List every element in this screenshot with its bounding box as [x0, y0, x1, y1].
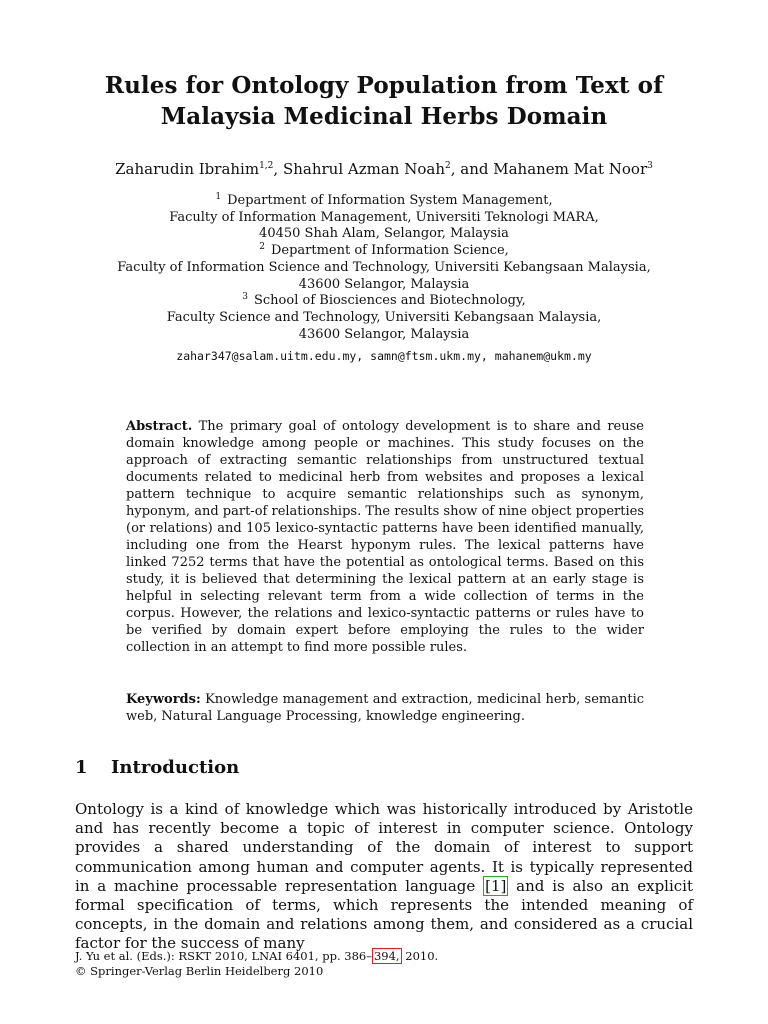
affiliation-line — [0, 193, 768, 210]
citation-link[interactable]: [1] — [485, 876, 507, 895]
affiliation-mark: 3 — [242, 292, 248, 303]
footer-text: 2010. — [401, 949, 439, 963]
footer — [75, 949, 693, 978]
intro-paragraph — [75, 800, 693, 954]
author-affiliation-mark: 1,2 — [259, 161, 274, 171]
footer-text: J. Yu et al. (Eds.): RSKT 2010, LNAI 6401, pp. 386– — [75, 949, 372, 963]
author-name: Mahanem Mat Noor — [493, 160, 648, 178]
abstract-label: Abstract. — [126, 419, 193, 434]
affiliation-mark: 1 — [215, 192, 222, 202]
title-line-1: Rules for Ontology Population from Text of — [104, 72, 664, 99]
affiliation-mark: 2 — [259, 242, 265, 253]
author-list — [0, 160, 768, 178]
title-line-2: Malaysia Medicinal Herbs Domain — [160, 103, 608, 130]
section-number: 1 — [75, 757, 88, 778]
affiliation-text: Department of Information System Management, — [227, 193, 553, 208]
footer-line-2: © Springer-Verlag Berlin Heidelberg 2010 — [75, 963, 324, 978]
section-heading — [75, 757, 239, 778]
author-separator: , — [273, 160, 283, 178]
author-name: Shahrul Azman Noah — [282, 160, 445, 178]
section-title: Introduction — [111, 757, 240, 778]
affiliations — [0, 193, 768, 343]
affiliation-line: Faculty Science and Technology, Universiti Kebangsaan Malaysia, — [166, 309, 602, 325]
affiliation-line: 43600 Selangor, Malaysia — [298, 326, 470, 342]
affiliation-line: Faculty of Information Management, Universiti Teknologi MARA, — [169, 209, 599, 225]
author-affiliation-mark: 3 — [647, 161, 653, 171]
intro-text: Ontology is a kind of knowledge which was historically introduced by Aristotle and has recently become a topic of interest in computer science. Ontology provides a shared understanding of the domain of interest to support communication among human and computer agents. It is typically represented in a machine processable representation language — [75, 800, 693, 895]
author-affiliation-mark: 2 — [444, 161, 451, 171]
keywords-text: Knowledge management and extraction, medicinal herb, semantic web, Natural Language Processing, knowledge engineering. — [126, 692, 645, 724]
author-separator: , and — [450, 160, 494, 178]
affiliation-line: 43600 Selangor, Malaysia — [298, 276, 470, 292]
page-range-link[interactable]: 394, — [373, 949, 400, 963]
affiliation-line — [0, 293, 768, 310]
keywords — [126, 691, 644, 725]
affiliation-line: 40450 Shah Alam, Selangor, Malaysia — [259, 226, 509, 242]
abstract-text: The primary goal of ontology development is to share and reuse domain knowledge among people or machines. This study focuses on the approach of extracting semantic relationships from unstructured textual documents related to medicinal herb from websites and proposes a lexical pattern technique to acquire semantic relationships such as synonym, hyponym, and part-of relationships. The results show of nine object properties (or relations) and 105 lexico-syntactic patterns have been identified manually, including one from the Hearst hyponym rules. The lexical patterns have linked 7252 terms that have the potential as ontological terms. Based on this study, it is believed that determining the lexical pattern at an early stage is helpful in selecting relevant term from a wide collection of terms in the corpus. However, the relations and lexico-syntactic patterns or rules have to be verified by domain expert before employing the rules to the wider collection in an attempt to find more possible rules. — [126, 419, 644, 655]
affiliation-line: Faculty of Information Science and Technology, Universiti Kebangsaan Malaysia, — [117, 259, 651, 275]
paper-title — [0, 70, 768, 132]
keywords-label: Keywords: — [126, 692, 201, 707]
author-emails: zahar347@salam.uitm.edu.my, samn@ftsm.ukm.my, mahanem@ukm.my — [176, 349, 592, 363]
intro-text: and is also an explicit formal specification of terms, which represents the intended meaning of concepts, in the domain and relations among them, and considered as a crucial factor for the success of many — [75, 876, 694, 953]
footer-line-1 — [75, 949, 693, 964]
affiliation-text: School of Biosciences and Biotechnology, — [254, 293, 526, 309]
author-name: Zaharudin Ibrahim — [115, 160, 260, 178]
affiliation-text: Department of Information Science, — [270, 243, 509, 259]
abstract — [126, 418, 644, 656]
affiliation-line — [0, 243, 768, 260]
